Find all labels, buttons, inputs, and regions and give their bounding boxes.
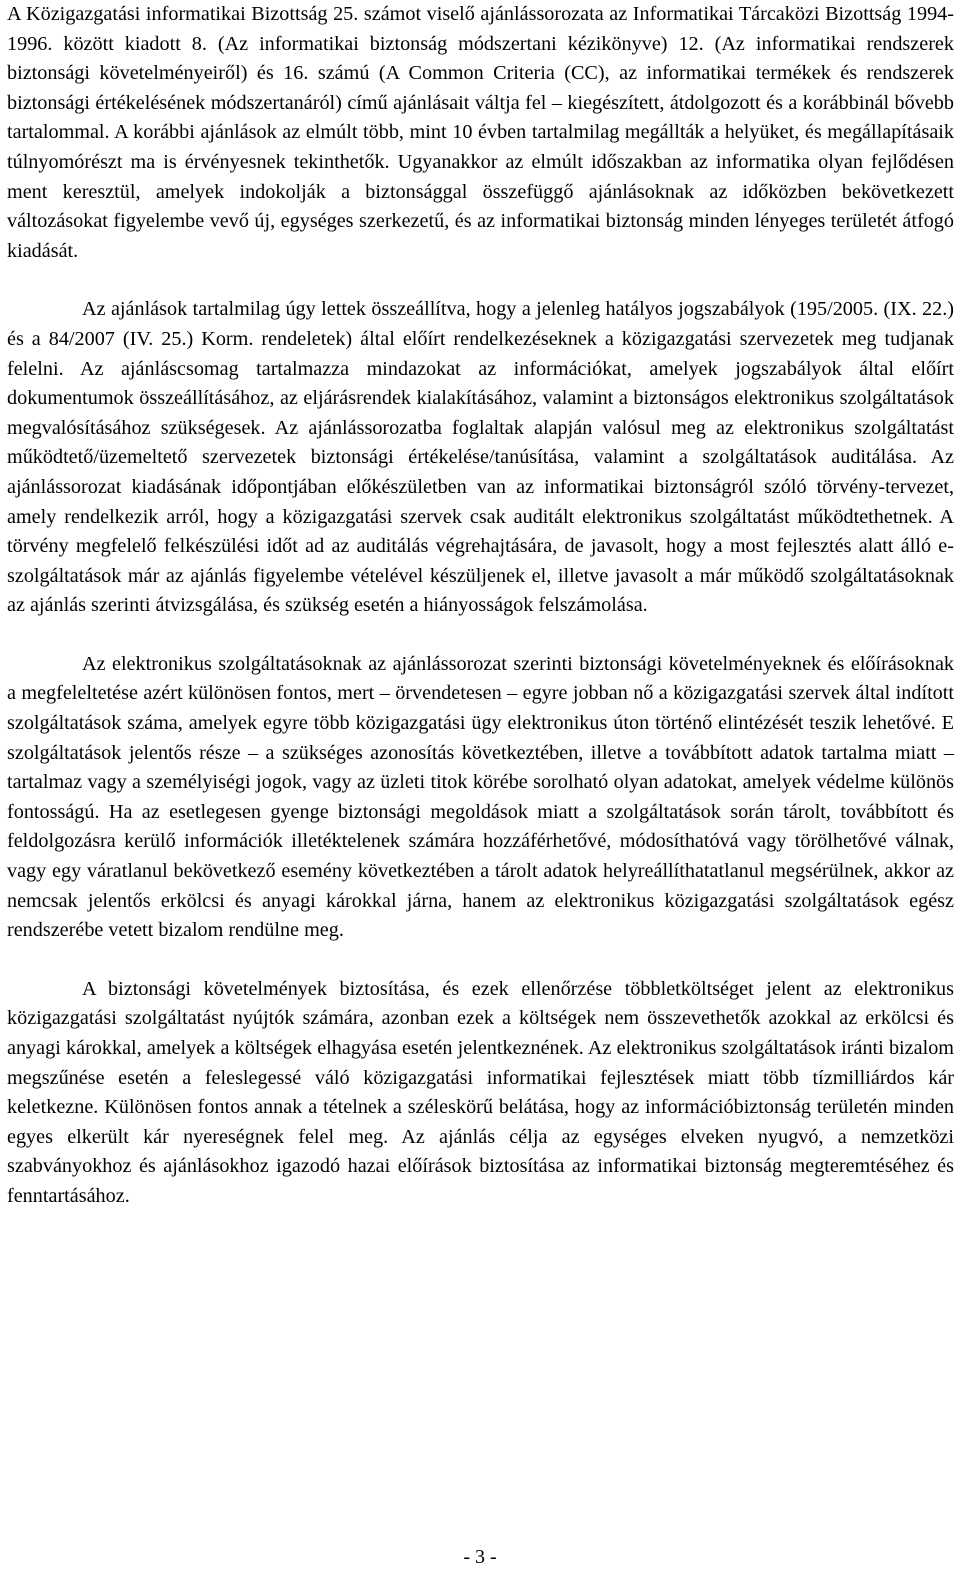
paragraph-intro: A Közigazgatási informatikai Bizottság 25. számot viselő ajánlássorozata az Informatikai Tárcaközi Bizottság 1994-1996. között kiadott 8. (Az informatikai biztonság módszertani kézikönyve) 12. (Az informatikai rendszerek biztonsági követelményeiről) és 16. számú (A Common Criteria (CC), az informatikai termékek és rendszerek biztonsági értékelésének módszertanáról) című ajánlásait váltja fel – kiegészített, átdolgozott és a korábbinál bővebb tartalommal. A korábbi ajánlások az elmúlt több, mint 10 évben tartalmilag megállták a helyüket, és megállapításaik túlnyomórészt ma is érvényesnek tekinthetők. Ugyanakkor az elmúlt időszakban az informatika olyan fejlődésen ment keresztül, amelyek indokolják a biztonsággal összefüggő ajánlásoknak az időközben bekövetkezett változásokat figyelembe vevő új, egységes szerkezetű, és az informatikai biztonság minden lényeges területét átfogó kiadását. [7,3,954,262]
paragraph-gap [7,621,954,650]
paragraph-gap [7,266,954,295]
document-body [7,0,954,1212]
page-number: - 3 - [463,1546,497,1568]
paragraph-security-importance: Az elektronikus szolgáltatásoknak az ajánlássorozat szerinti biztonsági követelményeknek és előírásoknak a megfeleltetése azért különösen fontos, mert – örvendetesen – egyre jobban nő a közigazgatási szervek által indított szolgáltatások száma, amelyek egyre több közigazgatási ügy elektronikus úton történő elintézését teszik lehetővé. E szolgáltatások jelentős része – a szükséges azonosítás következtében, illetve a továbbított adatok tartalma miatt – tartalmaz vagy a személyiségi jogok, vagy az üzleti titok körébe sorolható olyan adatokat, amelyek védelme különös fontosságú. Ha az esetlegesen gyenge biztonsági megoldások miatt a szolgáltatások során tárolt, továbbított és feldolgozásra kerülő információk illetéktelenek számára hozzáférhetővé, módosíthatóvá vagy törölhetővé válnak, vagy egy váratlanul bekövetkező esemény következtében a tárolt adatok helyreállíthatatlanul megsérülnek, akkor az nemcsak jelentős erkölcsi és anyagi károkkal járna, hanem az elektronikus közigazgatási szolgáltatások egész rendszerébe vetett bizalom rendülne meg. [7,652,954,942]
paragraph-costs: A biztonsági követelmények biztosítása, és ezek ellenőrzése többletköltséget jelent az elektronikus közigazgatási szolgáltatást nyújtók számára, azonban ezek a költségek nem összevethetők azokkal az erkölcsi és anyagi károkkal, amelyek a költségek elhagyása esetén jelentkeznének. Az elektronikus szolgáltatások iránti bizalom megszűnése esetén a feleslegessé váló közigazgatási informatikai fejlesztések miatt több tízmilliárdos kár keletkezne. Különösen fontos annak a tételnek a széleskörű belátása, hogy az információbiztonság területén minden egyes elkerült kár nyereségnek felel meg. Az ajánlás célja az egységes elveken nyugvó, a nemzetközi szabványokhoz és ajánlásokhoz igazodó hazai előírások biztosítása az informatikai biztonság megteremtéséhez és fenntartásához. [7,977,954,1207]
paragraph-gap [7,946,954,975]
paragraph-legal-compliance: Az ajánlások tartalmilag úgy lettek összeállítva, hogy a jelenleg hatályos jogszabályok (195/2005. (IX. 22.) és a 84/2007 (IV. 25.) Korm. rendeletek) által előírt rendelkezéseknek a közigazgatási szervezetek meg tudjanak felelni. Az ajánláscsomag tartalmazza mindazokat az információkat, amelyek jogszabályok által előírt dokumentumok összeállításához, az eljárásrendek kialakításához, valamint a biztonságos elektronikus szolgáltatások megvalósításához szükségesek. Az ajánlássorozatba foglaltak alapján valósul meg az elektronikus szolgáltatást működtető/üzemeltető szervezetek biztonsági értékelése/tanúsítása, valamint a szolgáltatások auditálása. Az ajánlássorozat kiadásának időpontjában előkészületben van az informatikai biztonságról szóló törvény-tervezet, amely rendelkezik arról, hogy a közigazgatási szervek csak auditált elektronikus szolgáltatást működtethetnek. A törvény megfelelő felkészülési időt ad az auditálás végrehajtására, de javasolt, hogy a most fejlesztés alatt álló e-szolgáltatások már az ajánlás figyelembe vételével készüljenek el, illetve javasolt a már működő szolgáltatásoknak az ajánlás szerinti átvizsgálása, és szükség esetén a hiányosságok felszámolása. [7,298,954,617]
